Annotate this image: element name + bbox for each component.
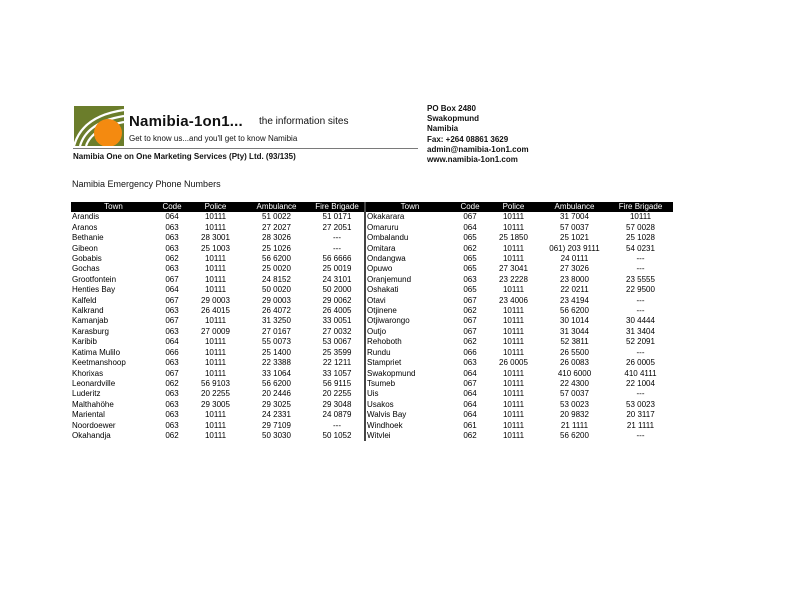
cell-code: 063	[165, 233, 179, 243]
cell-town: Stampriet	[365, 358, 454, 368]
contact-website: www.namibia-1on1.com	[427, 155, 518, 165]
cell-town: Rundu	[365, 348, 454, 358]
cell-town: Khorixas	[72, 368, 104, 378]
cell-fire-brigade: 52 2091	[626, 337, 655, 347]
header-divider	[73, 148, 418, 149]
cell-police: 25 1003	[201, 243, 230, 253]
table-row	[71, 327, 673, 337]
cell-fire-brigade: 26 0005	[626, 358, 655, 368]
cell-ambulance: 31 7004	[560, 212, 589, 222]
cell-code: 062	[165, 254, 179, 264]
cell-police: 10111	[204, 316, 227, 326]
table-row	[71, 275, 673, 285]
cell-code: 063	[165, 410, 179, 420]
cell-code: 063	[165, 264, 179, 274]
cell-code: 063	[165, 243, 179, 253]
cell-code: 063	[165, 222, 179, 232]
cell-ambulance: 25 1400	[262, 347, 291, 357]
column-header-town: Town	[71, 202, 156, 212]
column-header-fire-brigade: Fire Brigade	[310, 202, 365, 212]
cell-ambulance: 23 8000	[560, 274, 589, 284]
cell-fire-brigade: 27 0032	[322, 326, 352, 336]
cell-police: 10111	[204, 347, 227, 357]
cell-police: 10111	[502, 347, 525, 357]
cell-fire-brigade: 10111	[629, 212, 652, 222]
cell-police: 10111	[204, 430, 227, 440]
table-row	[71, 389, 673, 399]
cell-police: 10111	[204, 274, 227, 284]
cell-ambulance: 26 4072	[262, 306, 291, 316]
cell-ambulance: 51 0022	[262, 212, 291, 222]
company-registration-line: Namibia One on One Marketing Services (Pty) Ltd. (93/135)	[73, 152, 296, 161]
cell-fire-brigade: ---	[636, 254, 645, 264]
contact-town: Swakopmund	[427, 114, 480, 124]
cell-fire-brigade: 25 3599	[322, 347, 352, 357]
cell-fire-brigade: 57 0028	[626, 222, 655, 232]
cell-police: 10111	[502, 306, 525, 316]
cell-code: 065	[463, 254, 477, 264]
cell-ambulance: 21 1111	[560, 420, 589, 430]
cell-ambulance: 28 3026	[262, 233, 291, 243]
cell-town: Otjinene	[365, 306, 454, 316]
cell-police: 10111	[204, 420, 227, 430]
logo-orange-sun	[94, 119, 122, 146]
cell-code: 063	[165, 399, 179, 409]
cell-code: 067	[165, 316, 179, 326]
cell-ambulance: 20 9832	[560, 410, 589, 420]
cell-code: 062	[463, 337, 477, 347]
cell-fire-brigade: 29 3048	[322, 399, 352, 409]
cell-ambulance: 25 1021	[560, 233, 589, 243]
cell-police: 23 2228	[499, 274, 528, 284]
cell-police: 29 3005	[201, 399, 230, 409]
document-title: Namibia Emergency Phone Numbers	[72, 179, 221, 189]
cell-fire-brigade: 25 0019	[322, 264, 352, 274]
cell-fire-brigade: 29 0062	[322, 295, 352, 305]
cell-town: Oranjemund	[365, 275, 454, 285]
cell-police: 10111	[502, 378, 525, 388]
cell-town: Karasburg	[72, 326, 109, 336]
cell-fire-brigade: 33 0051	[322, 316, 352, 326]
cell-ambulance: 29 7109	[262, 420, 291, 430]
cell-code: 064	[165, 212, 179, 222]
cell-code: 067	[165, 368, 179, 378]
cell-town: Windhoek	[365, 421, 454, 431]
cell-town: Gochas	[72, 264, 100, 274]
table-row	[71, 233, 673, 243]
cell-police: 10111	[204, 264, 227, 274]
cell-town: Omitara	[365, 244, 454, 254]
cell-police: 28 3001	[201, 233, 230, 243]
cell-fire-brigade: ---	[636, 306, 645, 316]
cell-fire-brigade: ---	[636, 430, 645, 440]
cell-fire-brigade: 27 2051	[322, 222, 352, 232]
cell-code: 066	[463, 347, 477, 357]
cell-code: 063	[165, 420, 179, 430]
cell-police: 10111	[502, 420, 525, 430]
cell-fire-brigade: 20 2255	[322, 389, 352, 399]
cell-town: Okakarara	[365, 212, 454, 222]
cell-ambulance: 31 3250	[262, 316, 291, 326]
table-row	[71, 337, 673, 347]
cell-code: 067	[463, 212, 477, 222]
table-body	[71, 212, 673, 441]
cell-police: 10111	[204, 254, 227, 264]
cell-town: Omaruru	[365, 223, 454, 233]
cell-fire-brigade: 53 0023	[626, 399, 655, 409]
cell-fire-brigade: 22 1004	[626, 378, 655, 388]
cell-police: 10111	[502, 410, 525, 420]
cell-fire-brigade: ---	[333, 243, 341, 253]
cell-police: 10111	[502, 254, 525, 264]
cell-police: 56 9103	[201, 378, 230, 388]
cell-ambulance: 22 4300	[560, 378, 589, 388]
column-header-ambulance: Ambulance	[541, 202, 608, 212]
cell-ambulance: 33 1064	[262, 368, 291, 378]
cell-town: Arandis	[72, 212, 100, 222]
cell-fire-brigade: 21 1111	[626, 420, 655, 430]
cell-town: Swakopmund	[365, 369, 454, 379]
cell-police: 10111	[502, 316, 525, 326]
table-row	[71, 358, 673, 368]
table-row	[71, 369, 673, 379]
cell-ambulance: 26 5500	[560, 347, 589, 357]
cell-town: Henties Bay	[72, 285, 116, 295]
cell-code: 067	[463, 378, 477, 388]
column-header-town: Town	[365, 202, 454, 212]
cell-police: 10111	[502, 326, 525, 336]
cell-police: 10111	[204, 222, 227, 232]
cell-town: Noordoewer	[72, 420, 116, 430]
cell-town: Malthahöhe	[72, 399, 114, 409]
cell-ambulance: 30 1014	[560, 316, 589, 326]
cell-fire-brigade: 54 0231	[626, 243, 655, 253]
cell-code: 062	[463, 306, 477, 316]
cell-fire-brigade: 53 0067	[322, 337, 352, 347]
cell-code: 065	[463, 264, 477, 274]
cell-ambulance: 24 8152	[262, 274, 291, 284]
contact-country: Namibia	[427, 124, 459, 134]
cell-fire-brigade: 23 5555	[626, 274, 655, 284]
cell-fire-brigade: 31 3404	[626, 326, 655, 336]
cell-police: 10111	[204, 358, 227, 368]
cell-town: Walvis Bay	[365, 410, 454, 420]
cell-ambulance: 29 0003	[262, 295, 291, 305]
cell-code: 064	[165, 337, 179, 347]
cell-ambulance: 53 0023	[560, 399, 589, 409]
cell-code: 064	[463, 368, 477, 378]
table-row	[71, 379, 673, 389]
cell-fire-brigade: 24 0879	[322, 410, 352, 420]
cell-ambulance: 56 6200	[262, 378, 291, 388]
cell-fire-brigade: 410 4111	[624, 368, 657, 378]
cell-police: 29 0003	[201, 295, 230, 305]
cell-ambulance: 25 0020	[262, 264, 291, 274]
cell-town: Katima Mulilo	[72, 347, 121, 357]
cell-code: 062	[165, 378, 179, 388]
cell-fire-brigade: 50 2000	[322, 285, 352, 295]
cell-town: Grootfontein	[72, 274, 117, 284]
table-row	[71, 223, 673, 233]
column-header-code: Code	[156, 202, 188, 212]
cell-code: 063	[165, 389, 179, 399]
emergency-phone-table	[71, 202, 673, 441]
cell-fire-brigade: 30 4444	[626, 316, 655, 326]
cell-town: Otavi	[365, 296, 454, 306]
column-header-police: Police	[188, 202, 243, 212]
cell-fire-brigade: ---	[636, 389, 645, 399]
cell-town: Karibib	[72, 337, 97, 347]
cell-code: 067	[165, 274, 179, 284]
cell-town: Otjiwarongo	[365, 316, 454, 326]
cell-town: Bethanie	[72, 233, 104, 243]
cell-police: 10111	[502, 212, 525, 222]
table-header-row	[71, 202, 673, 212]
table-row	[71, 316, 673, 326]
cell-code: 067	[463, 295, 477, 305]
cell-town: Aranos	[72, 222, 98, 232]
company-logo	[74, 106, 124, 146]
cell-police: 27 3041	[499, 264, 528, 274]
table-row	[71, 264, 673, 274]
cell-police: 10111	[502, 389, 525, 399]
cell-town: Uis	[365, 389, 454, 399]
brand-slogan: Get to know us...and you'll get to know Namibia	[129, 134, 298, 143]
cell-ambulance: 50 3030	[262, 430, 291, 440]
cell-town: Mariental	[72, 410, 105, 420]
cell-police: 10111	[204, 368, 227, 378]
cell-code: 065	[463, 285, 477, 295]
contact-email: admin@namibia-1on1.com	[427, 144, 529, 154]
column-header-fire-brigade: Fire Brigade	[608, 202, 673, 212]
cell-ambulance: 55 0073	[262, 337, 291, 347]
cell-ambulance: 52 3811	[560, 337, 589, 347]
contact-po-box: PO Box 2480	[427, 104, 476, 113]
cell-ambulance: 50 0020	[262, 285, 291, 295]
cell-ambulance: 26 0083	[560, 358, 589, 368]
cell-town: Tsumeb	[365, 379, 454, 389]
cell-police: 10111	[502, 243, 525, 253]
cell-town: Oshakati	[365, 285, 454, 295]
column-header-ambulance: Ambulance	[243, 202, 310, 212]
cell-police: 10111	[204, 337, 227, 347]
cell-town: Kalfeld	[72, 295, 97, 305]
cell-code: 062	[463, 243, 477, 253]
cell-code: 063	[165, 326, 179, 336]
cell-ambulance: 24 2331	[262, 410, 291, 420]
cell-ambulance: 27 3026	[560, 264, 589, 274]
cell-town: Kamanjab	[72, 316, 109, 326]
cell-police: 10111	[204, 410, 227, 420]
cell-police: 27 0009	[201, 326, 230, 336]
cell-code: 065	[463, 233, 477, 243]
cell-town: Okahandja	[72, 430, 111, 440]
cell-police: 26 0005	[499, 358, 528, 368]
cell-code: 064	[463, 399, 477, 409]
cell-police: 26 4015	[201, 306, 230, 316]
cell-town: Opuwo	[365, 264, 454, 274]
cell-fire-brigade: 33 1057	[322, 368, 352, 378]
cell-fire-brigade: 26 4005	[322, 306, 352, 316]
column-header-code: Code	[454, 202, 486, 212]
cell-code: 064	[463, 410, 477, 420]
cell-police: 10111	[502, 337, 525, 347]
cell-fire-brigade: ---	[333, 420, 341, 430]
table-row	[71, 306, 673, 316]
cell-ambulance: 56 6200	[560, 306, 589, 316]
table-row	[71, 254, 673, 264]
cell-ambulance: 22 3388	[262, 358, 291, 368]
cell-fire-brigade: ---	[636, 347, 645, 357]
cell-code: 063	[463, 274, 477, 284]
cell-fire-brigade: ---	[333, 233, 341, 243]
cell-police: 10111	[204, 212, 227, 222]
cell-code: 067	[165, 295, 179, 305]
cell-town: Usakos	[365, 400, 454, 410]
cell-code: 061	[463, 420, 477, 430]
cell-fire-brigade: 50 1052	[322, 430, 352, 440]
brand-name: Namibia-1on1...	[129, 113, 243, 130]
table-row	[71, 285, 673, 295]
table-row	[71, 431, 673, 441]
cell-town: Ondangwa	[365, 254, 454, 264]
cell-police: 10111	[502, 285, 525, 295]
cell-police: 20 2255	[201, 389, 230, 399]
cell-fire-brigade: 51 0171	[322, 212, 352, 222]
cell-police: 10111	[502, 430, 525, 440]
cell-fire-brigade: 25 1028	[626, 233, 655, 243]
cell-fire-brigade: 22 1211	[322, 358, 352, 368]
cell-town: Rehoboth	[365, 337, 454, 347]
cell-fire-brigade: 22 9500	[626, 285, 655, 295]
cell-code: 064	[463, 389, 477, 399]
cell-fire-brigade: 56 9115	[322, 378, 352, 388]
cell-ambulance: 20 2446	[262, 389, 291, 399]
cell-code: 062	[165, 430, 179, 440]
cell-ambulance: 22 0211	[560, 285, 589, 295]
cell-police: 25 1850	[499, 233, 528, 243]
cell-ambulance: 27 2027	[262, 222, 291, 232]
table-row	[71, 348, 673, 358]
cell-code: 064	[463, 222, 477, 232]
cell-fire-brigade: 20 3117	[626, 410, 655, 420]
cell-fire-brigade: ---	[636, 264, 645, 274]
cell-town: Gibeon	[72, 243, 98, 253]
cell-ambulance: 061) 203 9111	[549, 243, 600, 253]
cell-fire-brigade: 56 6666	[322, 254, 352, 264]
cell-town: Gobabis	[72, 254, 102, 264]
cell-town: Witvlei	[365, 431, 454, 441]
cell-ambulance: 56 6200	[560, 430, 589, 440]
cell-ambulance: 27 0167	[262, 326, 291, 336]
cell-fire-brigade: 24 3101	[322, 274, 352, 284]
cell-town: Ombalandu	[365, 233, 454, 243]
cell-town: Outjo	[365, 327, 454, 337]
cell-police: 10111	[204, 285, 227, 295]
cell-ambulance: 24 0111	[560, 254, 589, 264]
cell-ambulance: 29 3025	[262, 399, 291, 409]
column-header-police: Police	[486, 202, 541, 212]
cell-town: Keetmanshoop	[72, 358, 126, 368]
cell-police: 10111	[502, 368, 525, 378]
cell-ambulance: 23 4194	[560, 295, 589, 305]
contact-fax: Fax: +264 08861 3629	[427, 134, 509, 144]
cell-police: 23 4006	[499, 295, 528, 305]
cell-town: Luderitz	[72, 389, 101, 399]
cell-code: 063	[165, 358, 179, 368]
cell-code: 063	[463, 358, 477, 368]
table-row	[71, 421, 673, 431]
brand-tagline: the information sites	[259, 116, 349, 127]
cell-ambulance: 410 6000	[557, 368, 592, 378]
cell-ambulance: 57 0037	[560, 389, 589, 399]
cell-ambulance: 57 0037	[560, 222, 589, 232]
table-row	[71, 410, 673, 420]
table-row	[71, 296, 673, 306]
cell-code: 067	[463, 316, 477, 326]
cell-ambulance: 25 1026	[262, 243, 291, 253]
cell-code: 062	[463, 430, 477, 440]
cell-code: 063	[165, 306, 179, 316]
cell-code: 067	[463, 326, 477, 336]
table-row	[71, 212, 673, 222]
cell-town: Kalkrand	[72, 306, 104, 316]
table-row	[71, 244, 673, 254]
contact-block	[427, 104, 529, 165]
cell-ambulance: 56 6200	[262, 254, 291, 264]
cell-police: 10111	[502, 222, 525, 232]
cell-fire-brigade: ---	[636, 295, 645, 305]
cell-code: 066	[165, 347, 179, 357]
table-row	[71, 400, 673, 410]
cell-ambulance: 31 3044	[560, 326, 589, 336]
cell-police: 10111	[502, 399, 525, 409]
cell-code: 064	[165, 285, 179, 295]
cell-town: Leonardville	[72, 378, 116, 388]
